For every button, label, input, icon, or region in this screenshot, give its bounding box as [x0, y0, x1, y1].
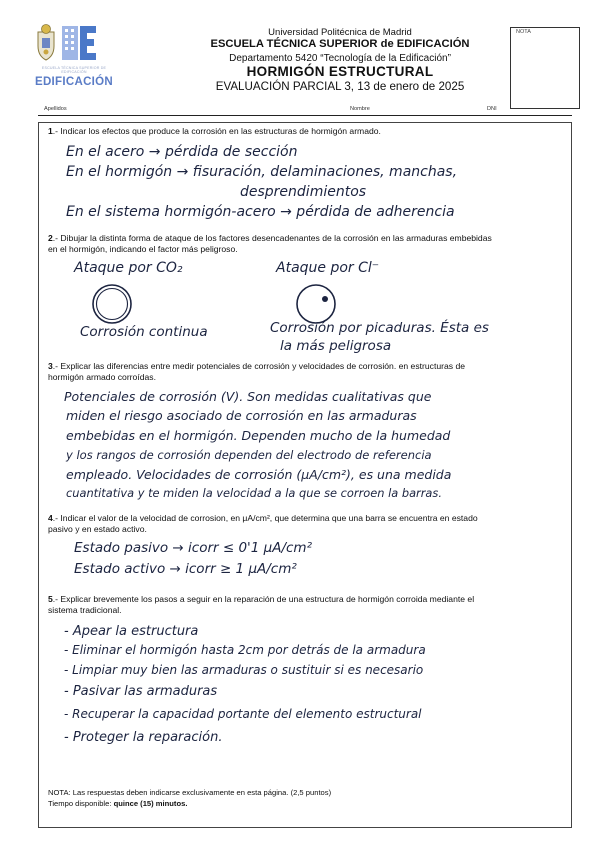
- answer-4-line-1: Estado pasivo → icorr ≤ 0'1 μA/cm²: [74, 540, 312, 556]
- question-1-prompt: [48, 126, 381, 136]
- answer-2-right-caption-2: la más peligrosa: [280, 338, 392, 354]
- answer-5-step-2: - Eliminar el hormigón hasta 2cm por detrás de la armadura: [64, 643, 426, 657]
- uniform-corrosion-drawing: [90, 282, 134, 326]
- grade-box[interactable]: [510, 27, 580, 109]
- school-logo-graphic: [32, 22, 116, 68]
- question-2-prompt-line-2: en el hormigón, indicando el factor más peligroso.: [48, 244, 238, 254]
- question-4-prompt: [48, 513, 478, 523]
- answer-2-right-caption-1: Corrosión por picaduras. Ésta es: [270, 320, 489, 336]
- answer-5-step-5: - Recuperar la capacidad portante del elemento estructural: [64, 707, 422, 721]
- question-4-prompt-line-2: pasivo y en estado activo.: [48, 524, 147, 534]
- answer-5-step-4: - Pasivar las armaduras: [64, 684, 218, 699]
- dni-label: DNI: [487, 106, 497, 112]
- question-1-number: 1: [48, 126, 53, 136]
- answer-2-left-title: Ataque por CO₂: [74, 260, 183, 276]
- answer-1-line-4: En el sistema hormigón-acero → pérdida de adherencia: [66, 204, 455, 220]
- question-2-number: 2: [48, 233, 53, 243]
- question-5-prompt-line-2: sistema tradicional.: [48, 605, 122, 615]
- question-2-prompt: [48, 233, 492, 243]
- question-5-prompt: [48, 594, 474, 604]
- question-2-text-1: .- Dibujar la distinta forma de ataque de los factores desencadenantes de la corrosión en las armaduras embebidas: [52, 233, 492, 243]
- question-5-text-1: .- Explicar brevemente los pasos a seguir en la reparación de una estructura de hormigón corroida mediante el: [52, 594, 475, 604]
- question-3-text-1: .- Explicar las diferencias entre medir potenciales de corrosión y velocidades de corrosión. en estructuras de: [52, 361, 466, 371]
- time-value: quince (15) minutos.: [113, 799, 188, 808]
- answer-1-line-1: En el acero → pérdida de sección: [66, 144, 298, 160]
- answer-5-step-3: - Limpiar muy bien las armaduras o sustituir si es necesario: [64, 663, 424, 677]
- university-name: Universidad Politécnica de Madrid: [268, 27, 412, 38]
- grade-label: NOTA: [516, 29, 531, 35]
- answer-3-line-1: Potenciales de corrosión (V). Son medidas cualitativas que: [64, 389, 432, 404]
- question-3-prompt: [48, 361, 465, 371]
- answer-4-line-2: Estado activo → icorr ≥ 1 μA/cm²: [74, 561, 297, 577]
- answer-5-step-1: - Apear la estructura: [64, 624, 199, 639]
- surname-label: Apellidos: [44, 106, 67, 112]
- answer-1-line-2: En el hormigón → fisuración, delaminaciones, manchas,: [66, 164, 458, 180]
- department-name: Departamento 5420 “Tecnología de la Edificación”: [229, 53, 451, 64]
- answer-3-line-5: empleado. Velocidades de corrosión (μA/cm²), es una medida: [66, 467, 452, 482]
- school-name: ESCUELA TÉCNICA SUPERIOR de EDIFICACIÓN: [210, 38, 470, 50]
- answer-3-line-3: embebidas en el hormigón. Dependen mucho de la humedad: [66, 428, 451, 443]
- subject-title: HORMIGÓN ESTRUCTURAL: [246, 64, 434, 79]
- answer-2-left-caption: Corrosión continua: [80, 324, 208, 340]
- footer-time: [48, 799, 187, 808]
- question-5-number: 5: [48, 594, 53, 604]
- question-1-text: .- Indicar los efectos que produce la corrosión en las estructuras de hormigón armado.: [52, 126, 381, 136]
- crest-icon: [38, 25, 54, 61]
- logo-wordmark: EDIFICACIÓN: [34, 76, 114, 88]
- evaluation-title: EVALUACIÓN PARCIAL 3, 13 de enero de 2025: [215, 80, 465, 93]
- answer-3-line-4: y los rangos de corrosión dependen del electrodo de referencia: [66, 448, 432, 462]
- time-label: Tiempo disponible:: [48, 799, 112, 808]
- answer-3-line-2: miden el riesgo asociado de corrosión en las armaduras: [66, 408, 417, 423]
- answer-5-step-6: - Proteger la reparación.: [64, 730, 223, 745]
- question-3-prompt-line-2: hormigón armado corroídas.: [48, 372, 156, 382]
- question-4-number: 4: [48, 513, 53, 523]
- student-info-line: [38, 115, 572, 116]
- footer-note: NOTA: Las respuestas deben indicarse exclusivamente en esta página. (2,5 puntos): [48, 788, 332, 797]
- question-4-text-1: .- Indicar el valor de la velocidad de corrosion, en μA/cm², que determina que una barra se encuentra en estado: [52, 513, 478, 523]
- answer-3-line-6: cuantitativa y te miden la velocidad a la que se corroen la barras.: [66, 486, 442, 500]
- answer-1-line-3: desprendimientos: [240, 184, 367, 200]
- answer-2-right-title: Ataque por Cl⁻: [276, 260, 380, 276]
- logo-caption: ESCUELA TÉCNICA SUPERIOR DE EDIFICACIÓN: [41, 66, 107, 74]
- building-e-icon: [62, 26, 96, 60]
- question-3-number: 3: [48, 361, 53, 371]
- name-label: Nombre: [350, 106, 370, 112]
